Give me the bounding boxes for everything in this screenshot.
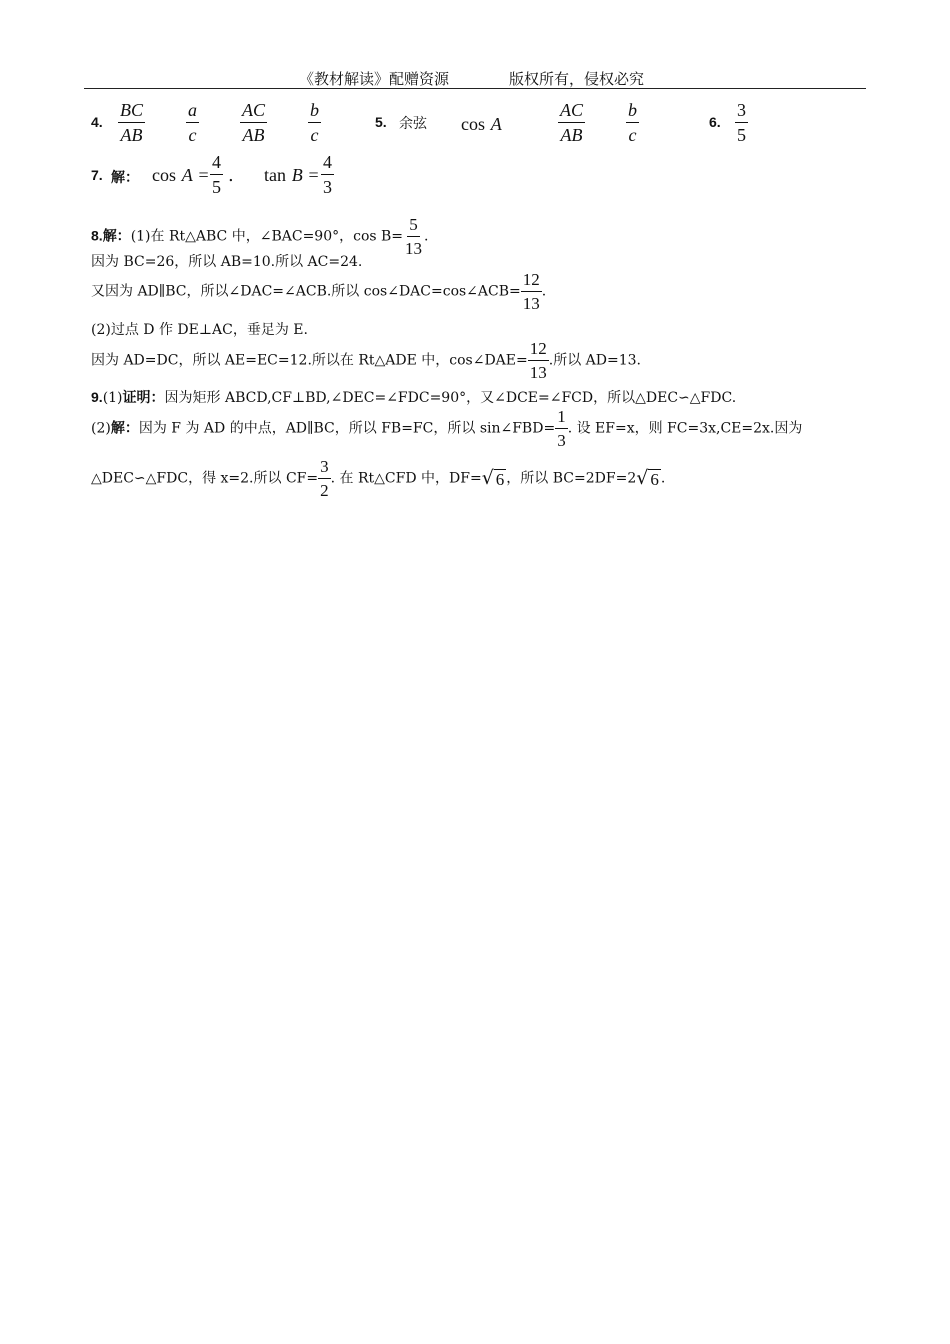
q5-f2-den: c	[628, 125, 637, 145]
q4-fraction-2	[186, 101, 199, 144]
q7-cos: cos	[152, 165, 176, 185]
q9-sqrt-2-arg: 6	[650, 469, 659, 489]
q7-dot: .	[228, 165, 234, 186]
q8-l5-fraction	[528, 340, 549, 381]
q7-fraction-2	[321, 153, 334, 196]
q7-eq-1: =	[198, 165, 209, 185]
q8-l1-end: .	[424, 228, 429, 245]
sqrt-radical-icon: √	[481, 467, 494, 490]
q4-f4-num: b	[308, 101, 321, 123]
q7-f2-num: 4	[321, 153, 334, 175]
q9-p3-fraction	[318, 458, 331, 499]
q9-p3-text: △DEC∽△FDC，得 x=2.所以 CF=	[91, 470, 319, 487]
sqrt-radical-icon: √	[636, 467, 649, 490]
q9-p1-text: 因为矩形 ABCD,CF⊥BD,∠DEC=∠FDC=90°，又∠DCE=∠FCD，所以△DEC∽△FDC.	[164, 390, 737, 406]
q9-p2-number: (2)	[91, 420, 111, 437]
q4-fraction-4	[308, 101, 321, 144]
q6-f-num: 3	[735, 101, 748, 123]
q8-l1-text: (1)在 Rt△ABC 中，∠BAC=90°，cos B=	[130, 228, 404, 245]
q7-jie: 解：	[111, 169, 139, 185]
header-source: 《教材解读》配赠资源	[299, 70, 450, 88]
q9-p1-number: (1)	[102, 390, 123, 406]
q4-f2-den: c	[188, 125, 197, 145]
q5-cos-var: A	[490, 114, 502, 134]
q9-p2-end: . 设 EF=x，则 FC=3x,CE=2x.因为	[567, 420, 803, 437]
q7-f1-den: 5	[212, 177, 221, 197]
q9-p2-f-num: 1	[555, 408, 568, 429]
q7-eq-2: =	[308, 165, 319, 185]
q5-fraction-1	[558, 101, 585, 144]
q8-l3-f-den: 13	[522, 294, 540, 313]
q9-p2-f-den: 3	[557, 431, 566, 450]
q9-p3-end: .	[660, 470, 666, 487]
q8-label: 8.	[91, 227, 103, 244]
header-copyright: 版权所有，侵权必究	[509, 70, 645, 88]
q9-line-1	[91, 387, 736, 407]
q5-fraction-2	[626, 101, 639, 144]
q9-p2-text: 因为 F 为 AD 的中点，AD∥BC，所以 FB=FC，所以 sin∠FBD=	[138, 420, 556, 437]
q9-p3-f-num: 3	[318, 458, 331, 479]
q9-solution-label: 解：	[110, 420, 139, 437]
q4-f4-den: c	[310, 125, 319, 145]
q7-fraction-1	[210, 153, 223, 196]
q5-f1-den: AB	[560, 125, 583, 145]
q4-f1-num: BC	[118, 101, 145, 123]
q6-label: 6.	[709, 114, 721, 130]
q8-l5-end: .所以 AD=13.	[548, 352, 641, 369]
q7-cos-expression	[152, 165, 209, 186]
q9-p3-mid: . 在 Rt△CFD 中，DF=	[330, 470, 482, 487]
q8-l1-f-den: 13	[405, 239, 423, 258]
q8-l3-fraction	[521, 271, 542, 312]
q5-f1-num: AC	[558, 101, 585, 123]
q4-f3-num: AC	[240, 101, 267, 123]
q4-f3-den: AB	[242, 125, 265, 145]
q9-p3-f-den: 2	[320, 481, 329, 500]
q7-tan-expression	[264, 165, 319, 186]
q9-label: 9.	[91, 389, 103, 405]
q9-line-2	[91, 408, 802, 449]
q8-line-2: 因为 BC=26，所以 AB=10.所以 AC=24.	[91, 254, 363, 270]
q7-f2-den: 3	[323, 177, 332, 197]
q4-f2-num: a	[186, 101, 199, 123]
q8-l3-end: .	[541, 283, 547, 300]
q8-l5-f-num: 12	[528, 340, 549, 361]
q9-sqrt-1-arg: 6	[495, 469, 505, 489]
page-header	[84, 66, 866, 89]
q6-fraction	[735, 101, 748, 144]
q5-cos-expression	[461, 114, 502, 135]
q8-line-3	[91, 271, 546, 312]
q9-p3-mid2: ，所以 BC=2DF=2	[506, 470, 637, 487]
q5-cos: cos	[461, 114, 485, 134]
q8-line-4: (2)过点 D 作 DE⊥AC，垂足为 E.	[91, 322, 308, 338]
q4-f1-den: AB	[120, 125, 143, 145]
q9-proof-label: 证明：	[122, 390, 165, 406]
q4-fraction-1	[118, 101, 145, 144]
q8-l5-text: 因为 AD=DC，所以 AE=EC=12.所以在 Rt△ADE 中，cos∠DAE=	[91, 352, 528, 369]
q9-p2-fraction	[555, 408, 568, 449]
q5-label: 5.	[375, 114, 387, 130]
q9-sqrt-2	[636, 469, 661, 489]
q7-label: 7.	[91, 167, 103, 183]
q8-l3-text: 又因为 AD∥BC，所以∠DAC=∠ACB.所以 cos∠DAC=cos∠ACB=	[91, 283, 521, 300]
q8-l1-f-num: 5	[407, 216, 420, 237]
q8-line-5	[91, 340, 641, 381]
q7-tan: tan	[264, 165, 286, 185]
q7-var-a: A	[181, 165, 193, 185]
q8-jie: 解：	[102, 227, 131, 244]
q4-label: 4.	[91, 114, 103, 130]
q5-f2-num: b	[626, 101, 639, 123]
q7-f1-num: 4	[210, 153, 223, 175]
q4-fraction-3	[240, 101, 267, 144]
q6-f-den: 5	[737, 125, 746, 145]
q9-sqrt-1	[482, 469, 507, 489]
q8-l5-f-den: 13	[529, 363, 547, 382]
q8-l1-fraction	[403, 216, 424, 257]
q5-text: 余弦	[399, 116, 427, 132]
q9-line-3	[91, 458, 665, 499]
q7-var-b: B	[291, 165, 303, 185]
q8-l3-f-num: 12	[521, 271, 542, 292]
